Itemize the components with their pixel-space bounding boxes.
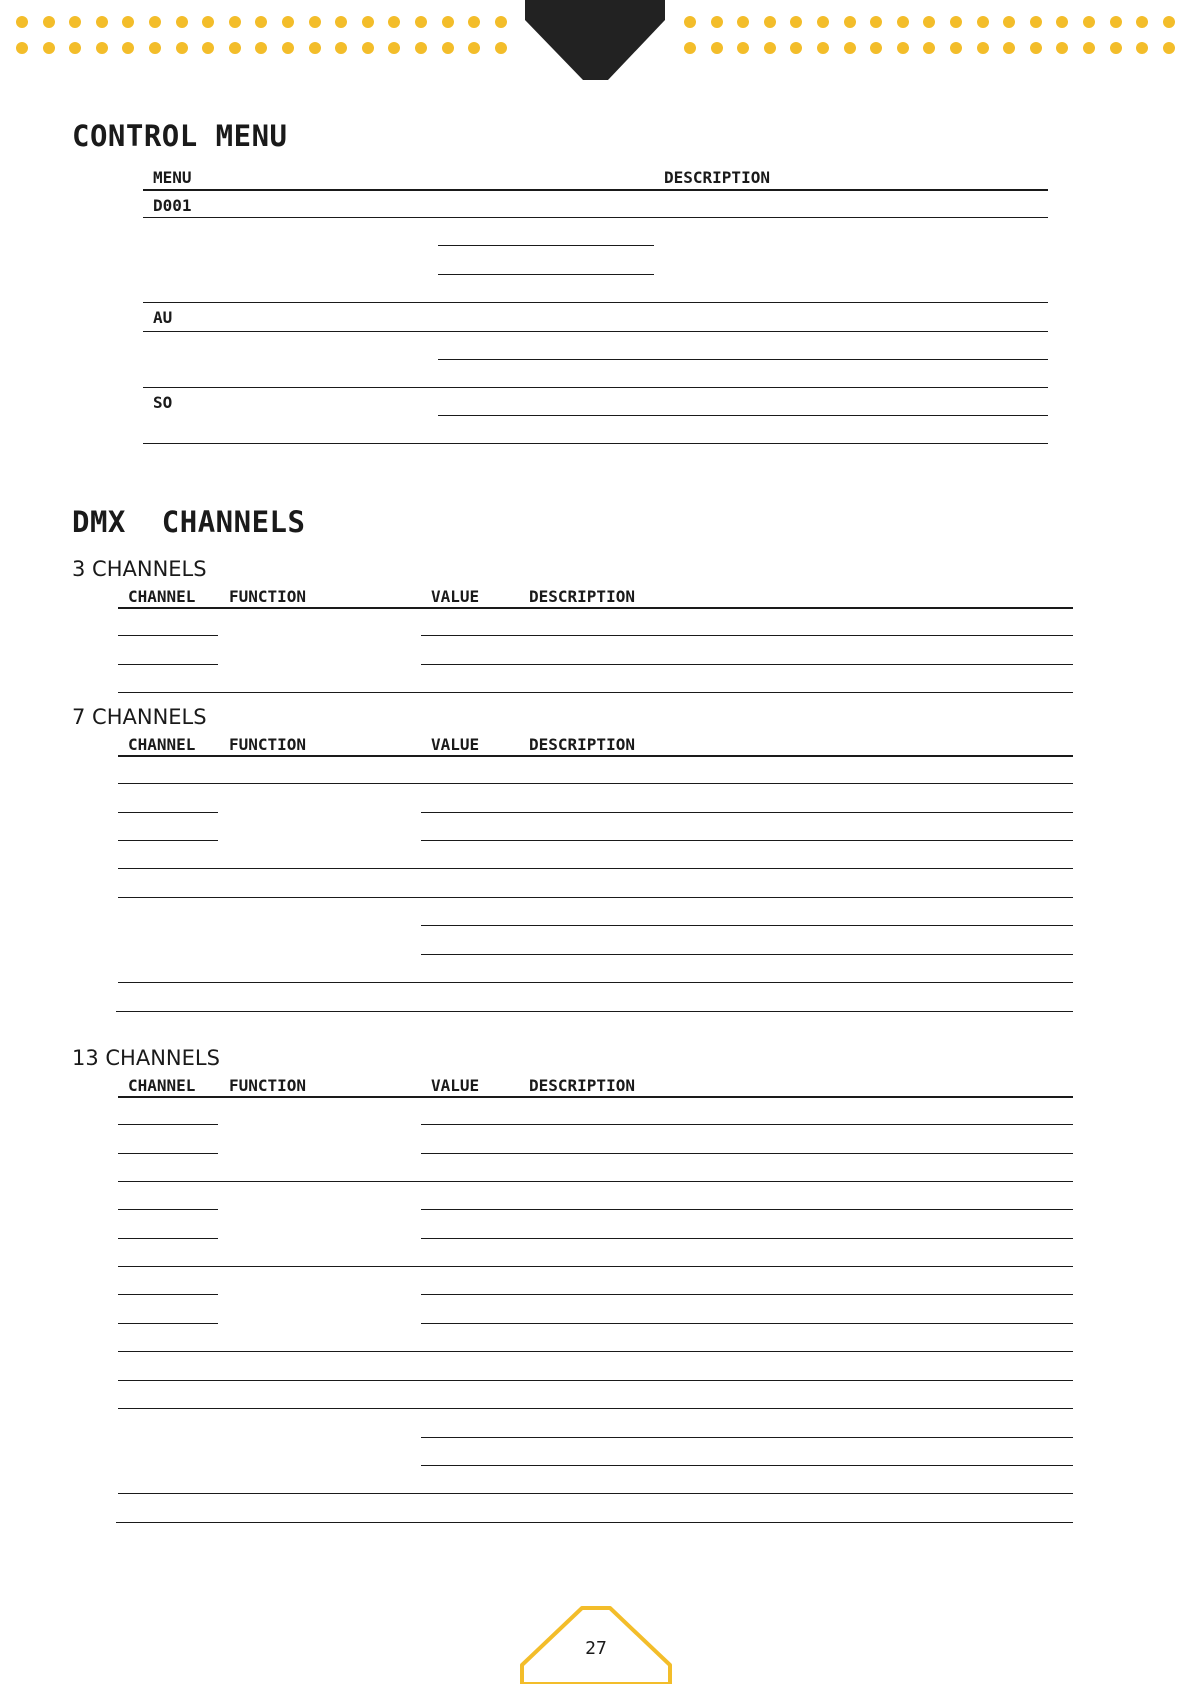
table-rule — [421, 1465, 1073, 1466]
thirteen-channels-title: 13 CHANNELS — [72, 1046, 220, 1070]
table-rule — [116, 1011, 1073, 1012]
decorative-dot — [1136, 16, 1148, 28]
decorative-dot — [1030, 42, 1042, 54]
decorative-dot — [1056, 16, 1068, 28]
decorative-dot — [96, 16, 108, 28]
header-function: FUNCTION — [229, 735, 307, 754]
decorative-dot — [764, 42, 776, 54]
table-rule — [438, 415, 1048, 416]
decorative-dot — [229, 42, 241, 54]
decorative-dot — [149, 42, 161, 54]
decorative-dot — [255, 16, 267, 28]
decorative-dot — [16, 42, 28, 54]
table-rule — [118, 664, 218, 665]
decorative-dot — [870, 16, 882, 28]
seven-channels-title: 7 CHANNELS — [72, 705, 207, 729]
decorative-dot — [468, 16, 480, 28]
decorative-dot — [1003, 16, 1015, 28]
header-channel: CHANNEL — [128, 587, 196, 606]
control-menu-header-menu: MENU — [153, 168, 192, 187]
header-description: DESCRIPTION — [529, 1076, 635, 1095]
decorative-dot — [442, 16, 454, 28]
table-rule — [438, 359, 1048, 360]
table-rule — [118, 982, 1073, 983]
control-menu-item: SO — [153, 393, 173, 412]
header-channel: CHANNEL — [128, 735, 196, 754]
decorative-dot — [844, 16, 856, 28]
decorative-dot — [1110, 16, 1122, 28]
table-header-rule — [118, 607, 1073, 609]
table-rule — [421, 635, 1073, 636]
table-rule — [143, 387, 1048, 388]
decorative-dot — [1163, 42, 1175, 54]
table-rule — [421, 925, 1073, 926]
decorative-dot — [16, 16, 28, 28]
table-rule — [118, 868, 1073, 869]
decorative-dot — [149, 16, 161, 28]
table-rule — [118, 840, 218, 841]
table-rule — [421, 840, 1073, 841]
table-rule — [118, 635, 218, 636]
table-rule — [421, 1294, 1073, 1295]
decorative-dot — [684, 16, 696, 28]
table-header-rule — [118, 1096, 1073, 1098]
decorative-dot — [362, 16, 374, 28]
control-menu-title: CONTROL MENU — [72, 119, 288, 153]
decorative-dot — [1083, 42, 1095, 54]
header-value: VALUE — [431, 735, 480, 754]
decorative-dot — [176, 42, 188, 54]
decorative-dot — [950, 42, 962, 54]
decorative-dot — [255, 42, 267, 54]
decorative-dot — [950, 16, 962, 28]
decorative-dot — [897, 16, 909, 28]
header-function: FUNCTION — [229, 587, 307, 606]
decorative-dot — [335, 42, 347, 54]
decorative-dot — [229, 16, 241, 28]
table-rule — [143, 331, 1048, 332]
control-menu-header-rule — [143, 189, 1048, 191]
table-rule — [421, 812, 1073, 813]
decorative-dot — [202, 16, 214, 28]
table-rule — [421, 1238, 1073, 1239]
decorative-dot — [977, 42, 989, 54]
table-rule — [118, 1209, 218, 1210]
decorative-dot — [122, 42, 134, 54]
table-rule — [118, 1153, 218, 1154]
table-rule — [143, 302, 1048, 303]
header-tab-shape — [520, 0, 670, 85]
header-description: DESCRIPTION — [529, 587, 635, 606]
decorative-dot — [923, 42, 935, 54]
decorative-dot — [202, 42, 214, 54]
decorative-dot — [309, 42, 321, 54]
decorative-dot — [1083, 16, 1095, 28]
decorative-dot — [897, 42, 909, 54]
three-channels-title: 3 CHANNELS — [72, 557, 207, 581]
table-rule — [421, 1153, 1073, 1154]
table-rule — [421, 1209, 1073, 1210]
decorative-dot — [790, 16, 802, 28]
table-rule — [118, 1238, 218, 1239]
table-rule — [118, 1294, 218, 1295]
table-rule — [118, 1181, 1073, 1182]
table-rule — [421, 1124, 1073, 1125]
decorative-dot — [415, 42, 427, 54]
page-number: 27 — [585, 1638, 607, 1659]
table-rule — [118, 692, 1073, 693]
decorative-dot — [176, 16, 188, 28]
decorative-dot — [69, 16, 81, 28]
table-rule — [118, 1380, 1073, 1381]
table-rule — [421, 1323, 1073, 1324]
decorative-dot — [1136, 42, 1148, 54]
header-description: DESCRIPTION — [529, 735, 635, 754]
decorative-dot — [415, 16, 427, 28]
decorative-dot — [1056, 42, 1068, 54]
decorative-dot — [711, 16, 723, 28]
decorative-dot — [442, 42, 454, 54]
table-rule — [118, 1408, 1073, 1409]
decorative-dot — [684, 42, 696, 54]
header-value: VALUE — [431, 1076, 480, 1095]
decorative-dot — [1163, 16, 1175, 28]
decorative-dot — [790, 42, 802, 54]
decorative-dot — [1003, 42, 1015, 54]
decorative-dot — [737, 16, 749, 28]
decorative-dot — [43, 42, 55, 54]
table-rule — [118, 1124, 218, 1125]
table-rule — [118, 1266, 1073, 1267]
decorative-dot — [122, 16, 134, 28]
decorative-dot — [1030, 16, 1042, 28]
table-rule — [116, 1522, 1073, 1523]
decorative-dot — [309, 16, 321, 28]
dmx-channels-title: DMX CHANNELS — [72, 505, 306, 539]
table-rule — [118, 1351, 1073, 1352]
decorative-dot — [764, 16, 776, 28]
decorative-dot — [388, 42, 400, 54]
decorative-dot — [96, 42, 108, 54]
table-rule — [421, 1437, 1073, 1438]
decorative-dot — [817, 42, 829, 54]
table-rule — [143, 443, 1048, 444]
decorative-dot — [282, 42, 294, 54]
decorative-dot — [468, 42, 480, 54]
decorative-dot — [977, 16, 989, 28]
table-header-rule — [118, 755, 1073, 757]
table-rule — [143, 217, 1048, 218]
decorative-dot — [817, 16, 829, 28]
table-rule — [118, 897, 1073, 898]
decorative-dot — [362, 42, 374, 54]
table-rule — [118, 1323, 218, 1324]
decorative-dot — [43, 16, 55, 28]
decorative-dot — [388, 16, 400, 28]
header-channel: CHANNEL — [128, 1076, 196, 1095]
header-dots-right — [670, 0, 1191, 70]
table-rule — [118, 783, 1073, 784]
decorative-dot — [711, 42, 723, 54]
table-rule — [438, 274, 654, 275]
header-value: VALUE — [431, 587, 480, 606]
table-rule — [438, 245, 654, 246]
control-menu-item: D001 — [153, 196, 192, 215]
decorative-dot — [844, 42, 856, 54]
decorative-dot — [495, 16, 507, 28]
decorative-dot — [282, 16, 294, 28]
decorative-dot — [923, 16, 935, 28]
header-dots-left — [0, 0, 520, 70]
decorative-dot — [737, 42, 749, 54]
decorative-dot — [870, 42, 882, 54]
decorative-dot — [335, 16, 347, 28]
control-menu-header-description: DESCRIPTION — [664, 168, 770, 187]
table-rule — [421, 954, 1073, 955]
table-rule — [118, 1493, 1073, 1494]
decorative-dot — [69, 42, 81, 54]
decorative-dot — [495, 42, 507, 54]
control-menu-item: AU — [153, 308, 173, 327]
decorative-dot — [1110, 42, 1122, 54]
table-rule — [118, 812, 218, 813]
table-rule — [421, 664, 1073, 665]
header-function: FUNCTION — [229, 1076, 307, 1095]
